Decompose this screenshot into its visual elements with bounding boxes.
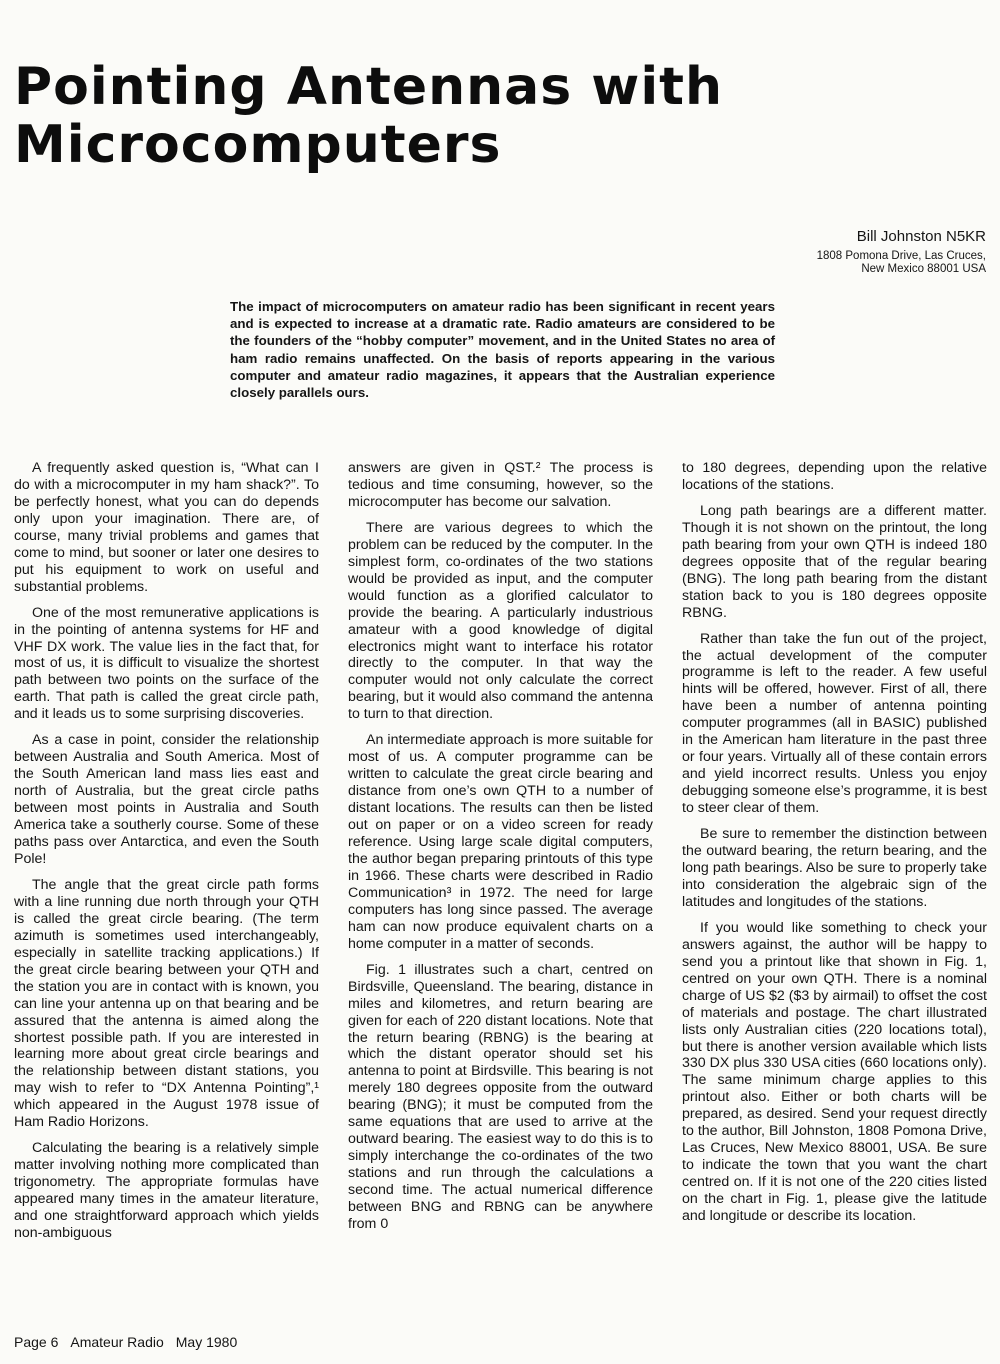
paragraph: answers are given in QST.² The process is tedious and time consuming, however, so the microcomputer has become our salvation. [348,460,653,510]
paragraph: If you would like something to check your answers against, the author will be happy to send you a printout like that shown in Fig. 1, centred on your own QTH. There is a nominal charge of US $2 ($3 by airmail) to offset the cost of materials and postage. The chart illustrated lists only Australian cities (220 locations total), but there is another version available which lists 330 DX plus 330 USA cities (660 locations only). The same minimum charge applies to this printout also. Either or both charts will be prepared, as desired. Send your request directly to the author, Bill Johnston, 1808 Pomona Drive, Las Cruces, New Mexico 88001, USA. Be sure to indicate the town that you want the chart centred on. If it is not one of the 220 cities listed on the chart in Fig. 1, please give the latitude and longitude or describe its location. [682,919,987,1225]
byline [626,228,986,276]
author-address-line-2: New Mexico 88001 USA [861,263,986,275]
page-footer [14,1334,249,1350]
magazine-name: Amateur Radio [70,1334,164,1350]
paragraph: One of the most remunerative applications is in the pointing of antenna systems for HF and VHF DX work. The value lies in the fact that, for most of us, it is difficult to visualize the shortest path between two points on the surface of the earth. That path is called the great circle path, and it leads us to some surprising discoveries. [14,604,319,723]
paragraph: Calculating the bearing is a relatively simple matter involving nothing more complicated than trigonometry. The appropriate formulas have appeared many times in the amateur literature, and one straightforward approach which yields non-ambiguous [14,1140,319,1241]
paragraph: The angle that the great circle path forms with a line running due north through your QTH is called the great circle bearing. (The term azimuth is sometimes used interchangeably, especially in satellite tracking applications.) If the great circle bearing between your QTH and the station you are in contact with is known, you can line your antenna up on that bearing and be assured that the antenna is aimed along the shortest possible path. If you are interested in learning more about great circle bearings and the relationship between distant stations, you may wish to refer to “DX Antenna Pointing”,¹ which appeared in the August 1978 issue of Ham Radio Horizons. [14,876,319,1131]
title-line-2: Microcomputers [14,115,502,175]
title-line-1: Pointing Antennas with [14,57,724,117]
article-title [14,58,914,174]
paragraph: Be sure to remember the distinction between the outward bearing, the return bearing, and the long path bearings. Also be sure to properly take into consideration the algebraic sign of the latitudes and longitudes of the stations. [682,826,987,910]
paragraph: As a case in point, consider the relationship between Australia and South America. Most of the South American land mass lies east and north of Australia, but the great circle paths between most points in Australia and South America take a southerly course. Some of these paths pass over Antarctica, and even the South Pole! [14,732,319,867]
author-address-line-1: 1808 Pomona Drive, Las Cruces, [816,250,986,262]
paragraph: An intermediate approach is more suitable for most of us. A computer programme can be written to calculate the great circle bearing and distance from one’s own QTH to a number of distant locations. The results can then be listed out on paper or on a video screen for ready reference. Using large scale digital computers, the author began preparing printouts of this type in 1966. These charts were described in Radio Communication³ in 1972. The need for large computers has long since passed. The average ham can now produce equivalent charts on a home computer in a matter of seconds. [348,732,653,952]
paragraph: Fig. 1 illustrates such a chart, centred on Birdsville, Queensland. The bearing, distance in miles and kilometres, and return bearing are given for each of 220 distant locations. Note that the return bearing (RBNG) is the bearing at which the distant operator should set his antenna to point at Birdsville. This bearing is not merely 180 degrees opposite from the outward bearing (BNG); it must be computed from the same equations that are used to arrive at the outward bearing. The easiest way to do this is to simply interchange the co-ordinates of the two stations and run through the calculations a second time. The actual numerical difference between BNG and RBNG can be anywhere from 0 [348,961,653,1232]
issue-date: May 1980 [175,1334,238,1350]
article-abstract: The impact of microcomputers on amateur radio has been significant in recent years and is expected to increase at a dramatic rate. Radio amateurs are considered to be the founders of the “hobby computer” movement, and in the United States no area of ham radio remains unaffected. On the basis of reports appearing in the various computer and amateur radio magazines, it appears that the Australian experience closely parallels ours. [230,299,775,401]
page-number: Page 6 [14,1334,59,1350]
paragraph: A frequently asked question is, “What can I do with a microcomputer in my ham shack?”. To be perfectly honest, what you can do depends only upon your imagination. There are, of course, many trivial problems and games that come to mind, but sooner or later one desires to put his equipment to work on useful and substantial problems. [14,460,319,595]
paragraph: to 180 degrees, depending upon the relative locations of the stations. [682,460,987,493]
paragraph: There are various degrees to which the problem can be reduced by the computer. In the simplest form, co-ordinates of the two stations would be provided as input, and the computer would function as a glorified calculator to provide the bearing. A particularly industrious amateur with a good knowledge of digital electronics might want to interface his rotator directly to the computer. In that way the computer would not only calculate the correct bearing, but it would also command the antenna to turn to that direction. [348,519,653,723]
text-column-2 [348,460,653,1320]
text-column-1 [14,460,319,1320]
text-column-3 [682,460,987,1320]
paragraph: Long path bearings are a different matter. Though it is not shown on the printout, the long path bearing from your own QTH is indeed 180 degrees opposite that of the regular bearing (BNG). The long path bearing from the distant station back to you is 180 degrees opposite RBNG. [682,502,987,621]
author-name: Bill Johnston N5KR [856,228,986,245]
paragraph: Rather than take the fun out of the project, the actual development of the computer programme is left to the reader. A few useful hints will be offered, however. First of all, there have been a number of antenna pointing computer programmes (all in BASIC) published in the American ham literature in the past three or four years. Virtually all of these contain errors and yield incorrect results. Unless you enjoy debugging someone else’s programme, it is best to steer clear of them. [682,630,987,817]
